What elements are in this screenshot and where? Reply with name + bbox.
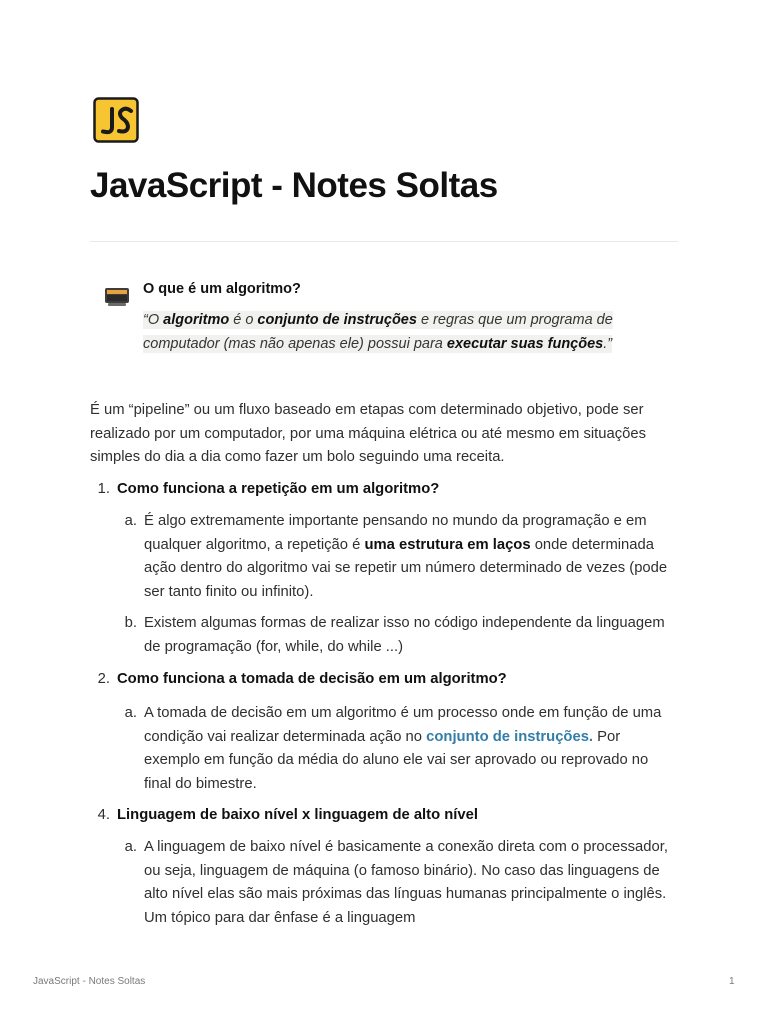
- javascript-logo-icon: [93, 97, 139, 143]
- intro-paragraph: É um “pipeline” ou um fluxo baseado em etapas com determinado objetivo, pode ser realizado por um computador, por uma máquina elétrica ou até mesmo em situações simples do dia a dia como fazer um bolo seguindo uma receita.: [90, 402, 646, 465]
- page-title: JavaScript - Notes Soltas: [90, 166, 498, 205]
- instructions-link[interactable]: conjunto de instruções.: [426, 728, 594, 745]
- document-page: JavaScript - Notes Soltas O que é um algoritmo? “O algoritmo é o conjunto de instruções e regras que um programa de computador (mas não apenas ele) possui para executar suas funções.” É um “pipeline” ou um fluxo baseado em etapas com determinado objetivo, pode ser realizado por um computador, por uma máquina elétrica ou até mesmo em situações simples do dia a dia como fazer um bolo seguindo uma receita. 1. Como funciona a repetição em um algoritmo? a. É algo extremamente importante pensando no mundo da programação e em qualquer algoritmo, a repetição é uma estrutura em laços onde determinada ação dentro do algoritmo vai se repetir um número determinado de vezes (pode ser tanto finito ou infinito). b. Existem algumas formas de realizar isso no código independente da linguagem de programação (for, while, do while ...) 2. Como funciona a tomada de decisão em um algoritmo? a. A tomada de decisão em um algoritmo é um processo onde em função de uma condição vai realizar determinada ação no conjunto de instruções. Por exemplo em função da média do aluno ele vai ser aprovado ou reprovado no final do bimestre. 4. Linguagem de baixo nível x linguagem de alto nível a. A linguagem de baixo nível é basicamente a conexão direta com o processador, ou seja, linguagem de máquina (o famoso binário). No caso das linguagens de alto nível elas são mais próximas das línguas humanas principalmente o inglês. Um tópico para dar ênfase é a linguagem JavaScript - Notes Soltas 1: [0, 0, 768, 1024]
- computer-icon: [104, 285, 130, 307]
- divider: [90, 241, 678, 242]
- footer-title: JavaScript - Notes Soltas: [33, 976, 146, 987]
- callout-quote: “O algoritmo é o conjunto de instruções e regras que um programa de computador (mas não apenas ele) possui para executar suas funções.”: [143, 312, 613, 352]
- callout-heading: O que é um algoritmo?: [143, 281, 301, 297]
- page-number: 1: [729, 976, 735, 987]
